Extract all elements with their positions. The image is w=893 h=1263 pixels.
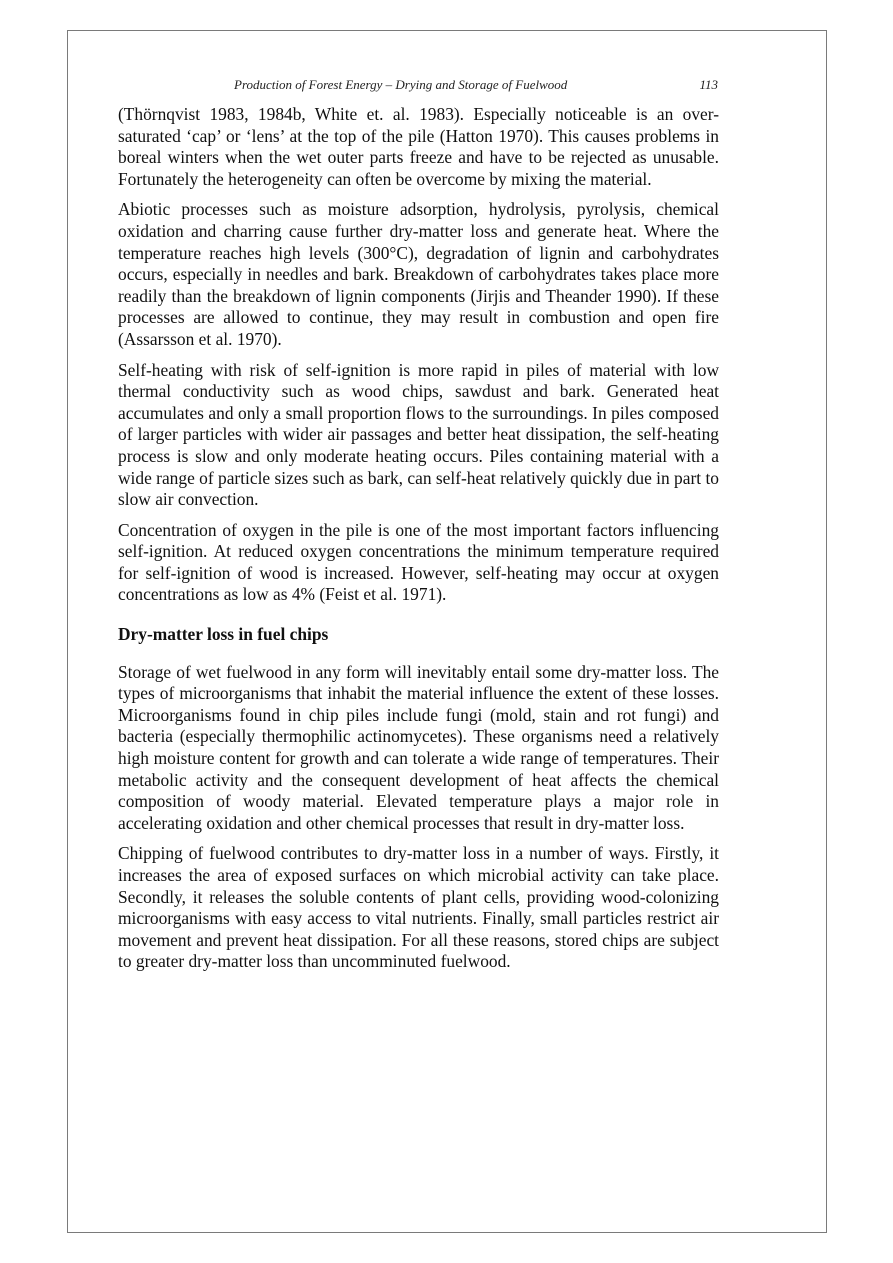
- paragraph-1: (Thörnqvist 1983, 1984b, White et. al. 1983). Especially noticeable is an over-saturated ‘cap’ or ‘lens’ at the top of the pile (Hatton 1970). This causes problems in boreal winters when the wet outer parts freeze and have to be rejected as unusable. Fortunately the heterogeneity can often be overcome by mixing the material.: [118, 104, 719, 189]
- running-header-title: Production of Forest Energy – Drying and Storage of Fuelwood: [234, 77, 568, 92]
- paragraph-2: Abiotic processes such as moisture adsorption, hydrolysis, pyrolysis, chemical oxidation and charring cause further dry-matter loss and generate heat. Where the temperature reaches high levels (300°C), degradation of lignin and carbohydrates occurs, especially in needles and bark. Breakdown of carbohydrates takes place more readily than the breakdown of lignin components (Jirjis and Theander 1990). If these processes are allowed to continue, they may result in combustion and open fire (Assarsson et al. 1970).: [118, 199, 719, 349]
- section-heading: Dry-matter loss in fuel chips: [118, 624, 329, 645]
- section-paragraph-1: Storage of wet fuelwood in any form will inevitably entail some dry-matter loss. The types of microorganisms that inhabit the material influence the extent of these losses. Microorganisms found in chip piles include fungi (mold, stain and rot fungi) and bacteria (especially thermophilic actinomycetes). These organisms need a relatively high moisture content for growth and can tolerate a wide range of temperatures. Their metabolic activity and the consequent development of heat affects the chemical composition of woody material. Elevated temperature plays a major role in accelerating oxidation and other chemical processes that result in dry-matter loss.: [118, 661, 719, 833]
- paragraph-4: Concentration of oxygen in the pile is one of the most important factors influencing self-ignition. At reduced oxygen concentrations the minimum temperature required for self-ignition of wood is increased. However, self-heating may occur at oxygen concentrations as low as 4% (Feist et al. 1971).: [118, 519, 719, 605]
- section-paragraph-2: Chipping of fuelwood contributes to dry-matter loss in a number of ways. Firstly, it increases the area of exposed surfaces on which microbial activity can take place. Secondly, it releases the soluble contents of plant cells, providing wood-colonizing microorganisms with easy access to vital nutrients. Finally, small particles restrict air movement and prevent heat dissipation. For all these reasons, stored chips are subject to greater dry-matter loss than uncomminuted fuelwood.: [118, 843, 719, 972]
- running-header: [118, 77, 718, 97]
- page-number: 113: [699, 77, 718, 92]
- body-text: [118, 104, 719, 982]
- paragraph-3: Self-heating with risk of self-ignition is more rapid in piles of material with low thermal conductivity such as wood chips, sawdust and bark. Generated heat accumulates and only a small proportion flows to the surroundings. In piles composed of larger particles with wider air passages and better heat dissipation, the self-heating process is slow and only moderate heating occurs. Piles containing material with a wide range of particle sizes such as bark, can self-heat relatively quickly due in part to slow air convection.: [118, 359, 719, 510]
